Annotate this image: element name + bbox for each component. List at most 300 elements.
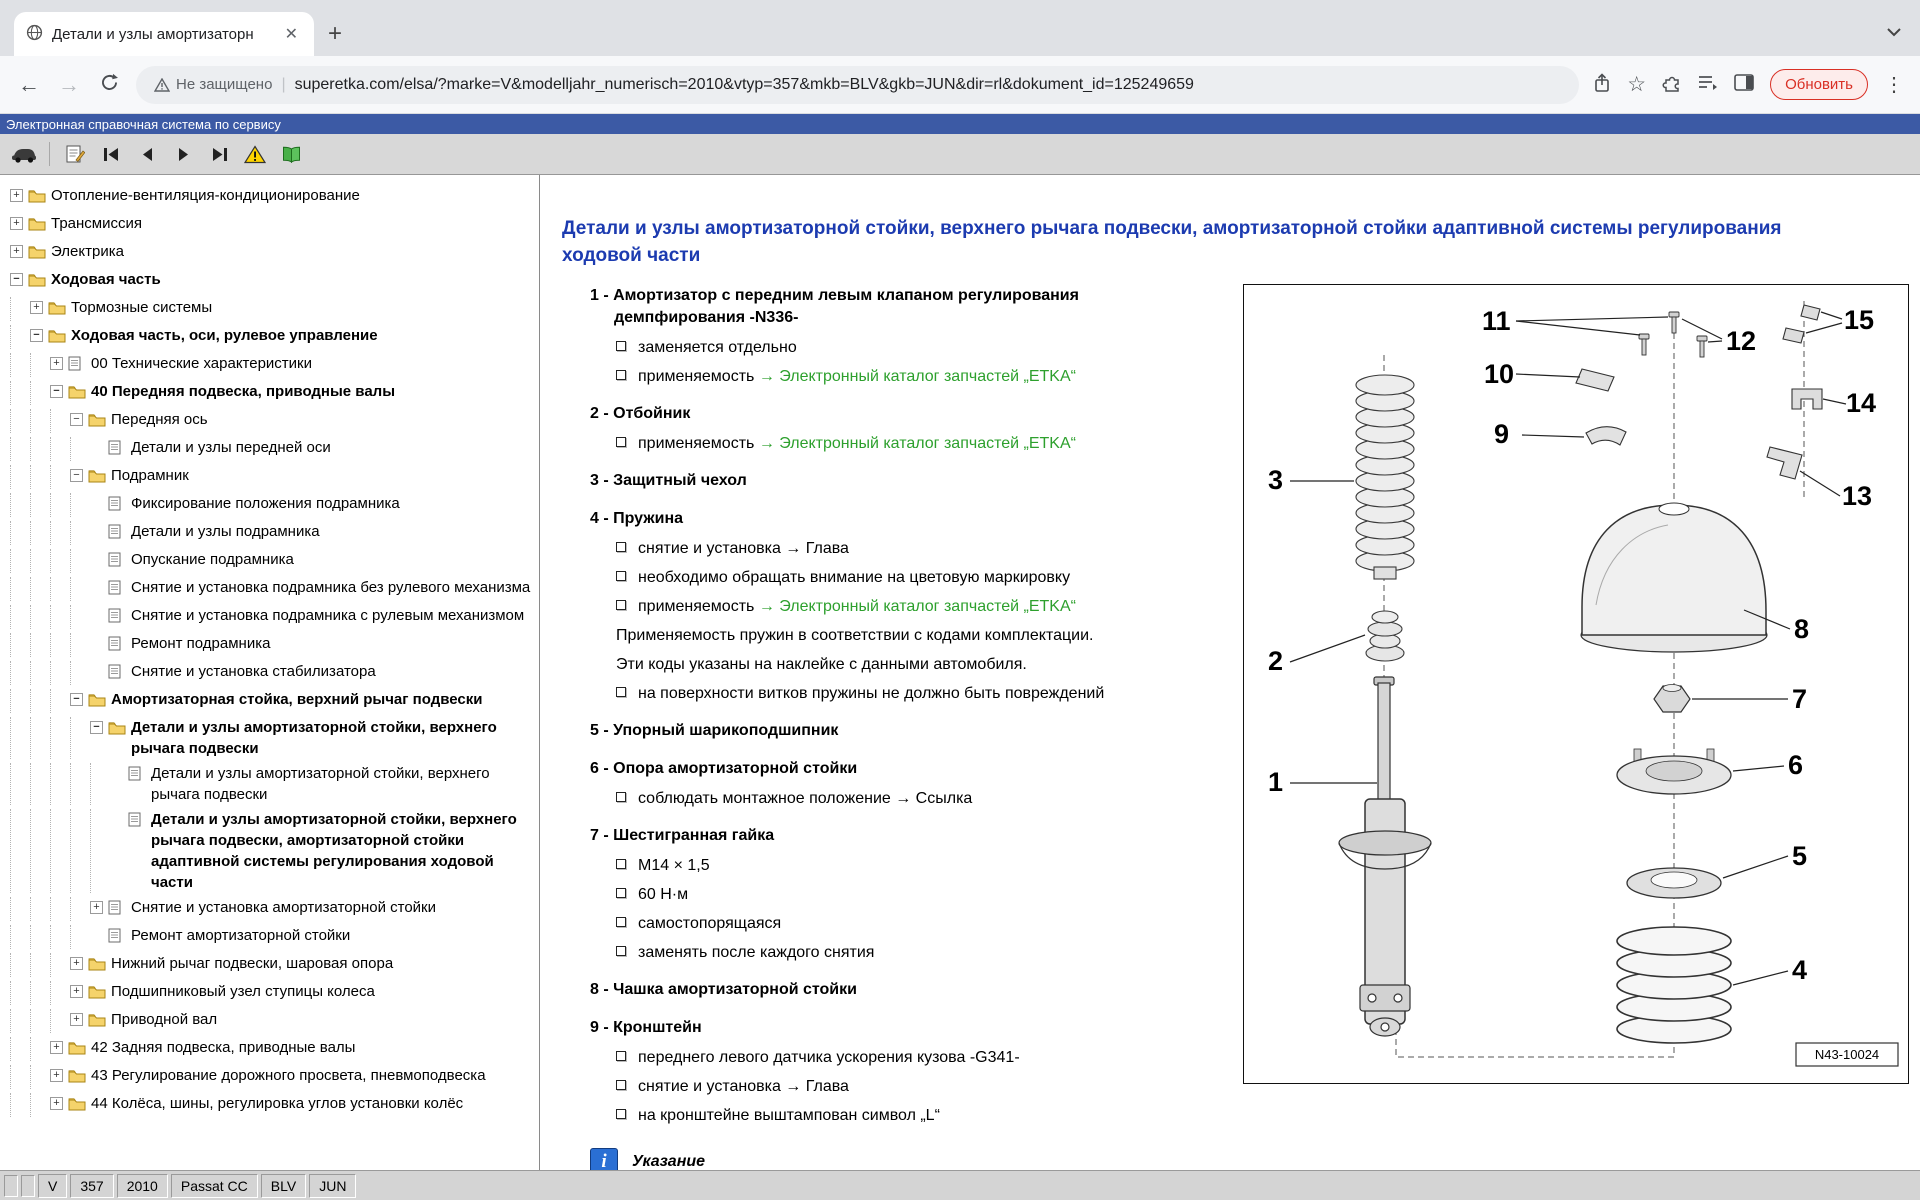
toolbar-separator: [49, 142, 50, 166]
tree-item[interactable]: [10, 351, 535, 379]
part-item-heading: 2 - Отбойник: [590, 405, 691, 422]
tree-guide-line: [50, 717, 70, 759]
document-icon: [108, 524, 126, 545]
line-text: заменять после каждого снятия: [638, 944, 875, 961]
square-bullet-icon: [616, 792, 626, 802]
url-divider: |: [281, 75, 286, 93]
tree-guide-line: [50, 605, 70, 629]
folder-icon: [88, 692, 106, 713]
nav-next-icon[interactable]: [167, 139, 199, 169]
bullet-line: [590, 337, 1175, 358]
tree-item-label[interactable]: Детали и узлы амортизаторной стойки, верхнего рычага подвески: [131, 719, 497, 757]
part-clips: [1783, 305, 1820, 343]
part-coil-spring: [1617, 927, 1731, 1043]
new-tab-button[interactable]: +: [328, 20, 343, 47]
expand-icon[interactable]: +: [30, 301, 43, 314]
tree-guide-line: [10, 717, 30, 759]
part-clamp: [1792, 389, 1822, 409]
line-text: применяемость: [638, 368, 759, 385]
line-text: переднего левого датчика ускорения кузова -G341-: [638, 1049, 1020, 1066]
tree-item[interactable]: [10, 807, 535, 895]
square-bullet-icon: [616, 437, 626, 447]
tree-guide-line: [10, 493, 30, 517]
text-line: [590, 625, 1175, 646]
tree-guide-line: [30, 465, 50, 489]
tree-item[interactable]: [10, 923, 535, 951]
tree-item-label[interactable]: Подрамник: [111, 467, 189, 484]
tree-guide-line: [50, 493, 70, 517]
share-icon[interactable]: [1593, 72, 1611, 98]
tree-item-label[interactable]: Электрика: [51, 243, 124, 260]
extensions-puzzle-icon[interactable]: [1662, 72, 1682, 97]
tree-item[interactable]: [10, 687, 535, 715]
tab-close-icon[interactable]: ✕: [284, 26, 298, 43]
expand-icon[interactable]: +: [70, 957, 83, 970]
tree-item[interactable]: [10, 659, 535, 687]
square-bullet-icon: [616, 542, 626, 552]
tree-item[interactable]: [10, 323, 535, 351]
tree-item[interactable]: [10, 491, 535, 519]
tree-guide-line: [10, 297, 30, 321]
tree-guide-line: [30, 493, 50, 517]
tree-guide-line: [10, 381, 30, 405]
tree-item-label[interactable]: Снятие и установка амортизаторной стойки: [131, 899, 436, 916]
bullet-line: [590, 567, 1175, 588]
folder-icon: [108, 720, 126, 741]
expand-icon[interactable]: +: [50, 357, 63, 370]
tree-item-label[interactable]: Детали и узлы передней оси: [131, 439, 331, 456]
tree-guide-line: [70, 633, 90, 657]
part-item-heading: 8 - Чашка амортизаторной стойки: [590, 981, 857, 998]
address-bar[interactable]: [136, 66, 1579, 104]
tree-item-label[interactable]: Ремонт амортизаторной стойки: [131, 927, 351, 944]
part-bump-stop: [1366, 611, 1404, 661]
square-bullet-icon: [616, 1051, 626, 1061]
tree-guide-line: [70, 577, 90, 601]
part-bracket-9: [1586, 427, 1626, 445]
part-shock-absorber: [1339, 677, 1431, 1036]
etka-catalog-link[interactable]: → Электронный каталог запчастей „ETKA“: [758, 435, 1076, 452]
tree-item-label[interactable]: Нижний рычаг подвески, шаровая опора: [111, 955, 394, 972]
tree-item[interactable]: [10, 1091, 535, 1119]
manual-icon[interactable]: [275, 139, 307, 169]
exploded-diagram: [1243, 284, 1909, 1084]
tree-guide-line: [50, 763, 70, 805]
tree-item[interactable]: [10, 435, 535, 463]
document-icon: [108, 636, 126, 657]
tree-guide-line: [30, 1065, 50, 1089]
tree-guide-line: [90, 763, 110, 805]
line-text: необходимо обращать внимание на цветовую маркировку: [638, 569, 1071, 586]
tree: [0, 175, 540, 1170]
tab-search-chevron-icon[interactable]: [1886, 24, 1902, 42]
app-header-title: Электронная справочная система по сервису: [6, 116, 281, 132]
callout-6: 6: [1788, 750, 1804, 780]
line-text: заменяется отдельно: [638, 339, 797, 356]
tree-guide-line: [10, 577, 30, 601]
expand-icon[interactable]: +: [50, 1097, 63, 1110]
square-bullet-icon: [616, 687, 626, 697]
tree-item-label[interactable]: 00 Технические характеристики: [91, 355, 313, 372]
tree-guide-line: [50, 981, 70, 1005]
tree-item-label[interactable]: 44 Колёса, шины, регулировка углов установки колёс: [91, 1095, 464, 1112]
tree-item-label[interactable]: Тормозные системы: [71, 299, 213, 316]
status-segment: BLV: [261, 1174, 306, 1198]
app-toolbar: [0, 134, 1920, 175]
reading-list-icon[interactable]: [1698, 74, 1718, 95]
folder-icon: [68, 384, 86, 405]
callout-1: 1: [1268, 767, 1284, 797]
document-icon: [108, 664, 126, 685]
app-header: [0, 114, 1920, 134]
document-icon: [108, 580, 126, 601]
expand-icon[interactable]: +: [10, 189, 23, 202]
tree-item[interactable]: [10, 379, 535, 407]
collapse-icon[interactable]: −: [30, 329, 43, 342]
tree-item-label[interactable]: 40 Передняя подвеска, приводные валы: [91, 383, 396, 400]
tree-guide-line: [50, 925, 70, 949]
collapse-icon[interactable]: −: [50, 385, 63, 398]
tree-item[interactable]: [10, 407, 535, 435]
tree-guide-line: [30, 689, 50, 713]
line-text: снятие и установка → Глава: [638, 1078, 849, 1095]
status-cell-empty: [4, 1175, 18, 1197]
security-warning-icon[interactable]: [154, 76, 272, 93]
note-label: Указание: [632, 1153, 706, 1170]
back-icon[interactable]: ←: [18, 71, 40, 97]
tree-item[interactable]: [10, 239, 535, 267]
tree-item[interactable]: [10, 715, 535, 761]
document-pane: [540, 175, 1920, 1170]
line-text: M14 × 1,5: [638, 857, 710, 874]
callout-5: 5: [1792, 841, 1808, 871]
tree-item-label[interactable]: Трансмиссия: [51, 215, 142, 232]
line-text: на кронштейне выштампован символ „L“: [638, 1107, 940, 1124]
nav-first-icon[interactable]: [95, 139, 127, 169]
bullet-line: [590, 855, 1175, 876]
callout-2: 2: [1268, 646, 1284, 676]
tree-guide-line: [50, 465, 70, 489]
browser-menu-icon[interactable]: ⋮: [1884, 74, 1904, 96]
browser-action-icons: [1593, 69, 1904, 100]
collapse-icon[interactable]: −: [70, 469, 83, 482]
square-bullet-icon: [616, 1109, 626, 1119]
tree-guide-line: [50, 689, 70, 713]
bullet-line: [590, 433, 1175, 454]
tree-item[interactable]: [10, 979, 535, 1007]
forward-icon[interactable]: →: [58, 71, 80, 97]
favicon-globe-icon: [26, 24, 43, 45]
note-row: [590, 1148, 1920, 1170]
folder-icon: [88, 984, 106, 1005]
reload-icon[interactable]: [96, 72, 122, 98]
vehicle-icon[interactable]: [8, 139, 40, 169]
bullet-line: [590, 366, 1175, 387]
tree-guide-line: [30, 381, 50, 405]
tree-item[interactable]: [10, 603, 535, 631]
tree-guide-line: [10, 549, 30, 573]
tree-guide-line: [10, 763, 30, 805]
line-text: 60 Н·м: [638, 886, 689, 903]
strut-assembly-drawing: [1244, 285, 1907, 1082]
part-bolts: [1639, 312, 1707, 357]
tree-guide-line: [10, 325, 30, 349]
tree-item-label[interactable]: Снятие и установка стабилизатора: [131, 663, 376, 680]
tree-guide-line: [30, 577, 50, 601]
expand-icon[interactable]: +: [90, 901, 103, 914]
folder-icon: [28, 188, 46, 209]
tree-guide-line: [30, 549, 50, 573]
status-segment: 357: [70, 1174, 113, 1198]
tree-guide-line: [30, 763, 50, 805]
line-text: применяемость: [638, 435, 759, 452]
tree-guide-line: [30, 897, 50, 921]
part-item-heading: 5 - Упорный шарикоподшипник: [590, 722, 839, 739]
refresh-extension-button[interactable]: Обновить: [1770, 69, 1868, 100]
side-panel-icon[interactable]: [1734, 74, 1754, 96]
callout-9: 9: [1494, 419, 1510, 449]
tree-guide-line: [10, 689, 30, 713]
tree-guide-line: [90, 809, 110, 893]
tree-guide-line: [70, 925, 90, 949]
tree-guide-line: [10, 897, 30, 921]
nav-last-icon[interactable]: [203, 139, 235, 169]
nav-prev-icon[interactable]: [131, 139, 163, 169]
callout-7: 7: [1792, 684, 1808, 714]
square-bullet-icon: [616, 571, 626, 581]
tree-item[interactable]: [10, 547, 535, 575]
tree-item[interactable]: [10, 631, 535, 659]
tree-guide-line: [50, 521, 70, 545]
tree-item-label[interactable]: Ремонт подрамника: [131, 635, 271, 652]
tree-guide-line: [30, 717, 50, 759]
bullet-line: [590, 1047, 1175, 1068]
tree-guide-line: [10, 353, 30, 377]
text-line: [590, 654, 1175, 675]
square-bullet-icon: [616, 370, 626, 380]
tree-guide-line: [30, 353, 50, 377]
tree-guide-line: [30, 605, 50, 629]
tree-guide-line: [50, 809, 70, 893]
document-edit-icon[interactable]: [59, 139, 91, 169]
tree-item-label[interactable]: Подшипниковый узел ступицы колеса: [111, 983, 375, 1000]
expand-icon[interactable]: +: [50, 1069, 63, 1082]
tree-guide-line: [70, 493, 90, 517]
security-label: Не защищено: [176, 76, 273, 93]
parts-list: [590, 285, 1175, 1126]
line-text: Применяемость пружин в соответствии с кодами комплектации.: [616, 627, 1094, 644]
bookmark-star-icon[interactable]: ☆: [1627, 73, 1647, 96]
bullet-line: [590, 884, 1175, 905]
bullet-line: [590, 913, 1175, 934]
tree-guide-line: [70, 549, 90, 573]
tree-guide-line: [70, 605, 90, 629]
square-bullet-icon: [616, 859, 626, 869]
line-text: соблюдать монтажное положение → Ссылка: [638, 790, 973, 807]
tree-item-label[interactable]: Опускание подрамника: [131, 551, 294, 568]
tree-guide-line: [50, 633, 70, 657]
tree-guide-line: [10, 981, 30, 1005]
tree-guide-line: [10, 1009, 30, 1033]
part-strut-mount: [1617, 749, 1731, 794]
tree-item-label[interactable]: 43 Регулирование дорожного просвета, пневмоподвеска: [91, 1067, 486, 1084]
status-segment: 2010: [117, 1174, 168, 1198]
expand-icon[interactable]: +: [10, 217, 23, 230]
folder-icon: [88, 956, 106, 977]
folder-icon: [28, 216, 46, 237]
tree-item[interactable]: [10, 295, 535, 323]
tree-item[interactable]: [10, 519, 535, 547]
callout-14: 14: [1846, 388, 1877, 418]
tree-guide-line: [30, 633, 50, 657]
browser-address-row: [0, 56, 1920, 114]
url-text[interactable]: superetka.com/elsa/?marke=V&modelljahr_numerisch=2010&vtyp=357&mkb=BLV&gkb=JUN&dir=rl&dokument_id=125249659: [294, 75, 1194, 93]
square-bullet-icon: [616, 600, 626, 610]
tree-guide-line: [50, 953, 70, 977]
tree-item[interactable]: [10, 895, 535, 923]
tree-item-label[interactable]: 42 Задняя подвеска, приводные валы: [91, 1039, 356, 1056]
expand-icon[interactable]: +: [70, 1013, 83, 1026]
part-strut-cup: [1581, 503, 1767, 652]
callout-4: 4: [1792, 955, 1808, 985]
expand-icon[interactable]: +: [70, 985, 83, 998]
line-text: Эти коды указаны на наклейке с данными автомобиля.: [616, 656, 1027, 673]
page-title: Детали и узлы амортизаторной стойки, верхнего рычага подвески, амортизаторной стойки адаптивной системы регулирования ходовой части: [562, 218, 1782, 266]
tree-guide-line: [10, 661, 30, 685]
tree-item-label[interactable]: Ходовая часть: [51, 271, 161, 288]
collapse-icon[interactable]: −: [70, 693, 83, 706]
folder-icon: [68, 1068, 86, 1089]
document-icon: [108, 928, 126, 949]
tree-guide-line: [30, 521, 50, 545]
square-bullet-icon: [616, 341, 626, 351]
callout-11: 11: [1482, 306, 1511, 336]
status-cell-empty: [21, 1175, 35, 1197]
main-area: [0, 175, 1920, 1170]
info-note-icon: i: [590, 1148, 618, 1170]
callout-15: 15: [1844, 305, 1875, 335]
expand-icon[interactable]: +: [50, 1041, 63, 1054]
warning-icon[interactable]: [239, 139, 271, 169]
tree-item[interactable]: [10, 1035, 535, 1063]
document-icon: [108, 552, 126, 573]
folder-icon: [28, 244, 46, 265]
line-text: самостопорящаяся: [638, 915, 782, 932]
tree-guide-line: [50, 1009, 70, 1033]
tree-item-label[interactable]: Ходовая часть, оси, рулевое управление: [71, 327, 378, 344]
tree-item-label[interactable]: Отопление-вентиляция-кондиционирование: [51, 187, 360, 204]
tree-item-label[interactable]: Детали и узлы амортизаторной стойки, верхнего рычага подвески, амортизаторной стойки адаптивной системы регулирования ходовой части: [151, 811, 517, 891]
drawing-number: N43-10024: [1814, 1047, 1880, 1062]
tree-guide-line: [10, 953, 30, 977]
tree-item[interactable]: [10, 211, 535, 239]
document-icon: [108, 440, 126, 461]
tree-guide-line: [30, 925, 50, 949]
tree-guide-line: [70, 521, 90, 545]
folder-icon: [88, 1012, 106, 1033]
part-bellows: [1356, 375, 1414, 579]
tree-guide-line: [30, 661, 50, 685]
tree-guide-line: [10, 409, 30, 433]
tree-guide-line: [10, 1093, 30, 1117]
part-item-heading: 9 - Кронштейн: [590, 1019, 702, 1036]
line-text: на поверхности витков пружины не должно быть повреждений: [638, 685, 1105, 702]
tab-title: Детали и узлы амортизаторн: [52, 25, 254, 43]
part-item-heading: 6 - Опора амортизаторной стойки: [590, 760, 858, 777]
part-plate: [1576, 369, 1614, 391]
tree-item[interactable]: [10, 183, 535, 211]
tree-guide-line: [30, 1093, 50, 1117]
expand-icon[interactable]: +: [10, 245, 23, 258]
tree-item-label[interactable]: Амортизаторная стойка, верхний рычаг подвески: [111, 691, 483, 708]
status-bar: [0, 1170, 1920, 1200]
status-segment: V: [38, 1174, 67, 1198]
tree-guide-line: [70, 897, 90, 921]
document-icon: [108, 496, 126, 517]
callout-13: 13: [1842, 481, 1873, 511]
callout-12: 12: [1726, 326, 1757, 356]
folder-icon: [48, 300, 66, 321]
etka-catalog-link[interactable]: → Электронный каталог запчастей „ETKA“: [758, 598, 1076, 615]
tree-item-label[interactable]: Снятие и установка подрамника с рулевым механизмом: [131, 607, 525, 624]
tree-item[interactable]: [10, 267, 535, 295]
bullet-line: [590, 538, 1175, 559]
tree-guide-line: [70, 763, 90, 805]
collapse-icon[interactable]: −: [90, 721, 103, 734]
tree-item-label[interactable]: Детали и узлы амортизаторной стойки, верхнего рычага подвески: [151, 765, 490, 803]
tree-item-label[interactable]: Детали и узлы подрамника: [131, 523, 320, 540]
collapse-icon[interactable]: −: [70, 413, 83, 426]
status-segment: JUN: [309, 1174, 356, 1198]
square-bullet-icon: [616, 917, 626, 927]
tree-guide-line: [10, 1037, 30, 1061]
tree-item[interactable]: [10, 575, 535, 603]
folder-icon: [28, 272, 46, 293]
part-thrust-bearing: [1627, 868, 1721, 898]
tree-guide-line: [10, 1065, 30, 1089]
browser-tab[interactable]: [14, 12, 314, 56]
collapse-icon[interactable]: −: [10, 273, 23, 286]
line-text: снятие и установка → Глава: [638, 540, 849, 557]
tree-guide-line: [50, 437, 70, 461]
callout-3: 3: [1268, 465, 1284, 495]
tree-guide-line: [50, 897, 70, 921]
tree-guide-line: [30, 437, 50, 461]
tree-guide-line: [70, 437, 90, 461]
tree-item[interactable]: [10, 761, 535, 807]
tree-item[interactable]: [10, 1063, 535, 1091]
tree-item[interactable]: [10, 1007, 535, 1035]
square-bullet-icon: [616, 946, 626, 956]
tree-item-label[interactable]: Приводной вал: [111, 1011, 218, 1028]
tree-item-label[interactable]: Фиксирование положения подрамника: [131, 495, 400, 512]
square-bullet-icon: [616, 888, 626, 898]
document-icon: [68, 356, 86, 377]
document-icon: [108, 900, 126, 921]
tree-item-label[interactable]: Передняя ось: [111, 411, 208, 428]
etka-catalog-link[interactable]: → Электронный каталог запчастей „ETKA“: [758, 368, 1076, 385]
tree-item[interactable]: [10, 463, 535, 491]
tree-item[interactable]: [10, 951, 535, 979]
tree-guide-line: [30, 809, 50, 893]
tree-guide-line: [30, 1009, 50, 1033]
tree-guide-line: [10, 633, 30, 657]
line-text: применяемость: [638, 598, 759, 615]
tree-item-label[interactable]: Снятие и установка подрамника без рулевого механизма: [131, 579, 531, 596]
part-bracket-13: [1767, 447, 1802, 479]
bullet-line: [590, 942, 1175, 963]
tree-guide-line: [10, 521, 30, 545]
